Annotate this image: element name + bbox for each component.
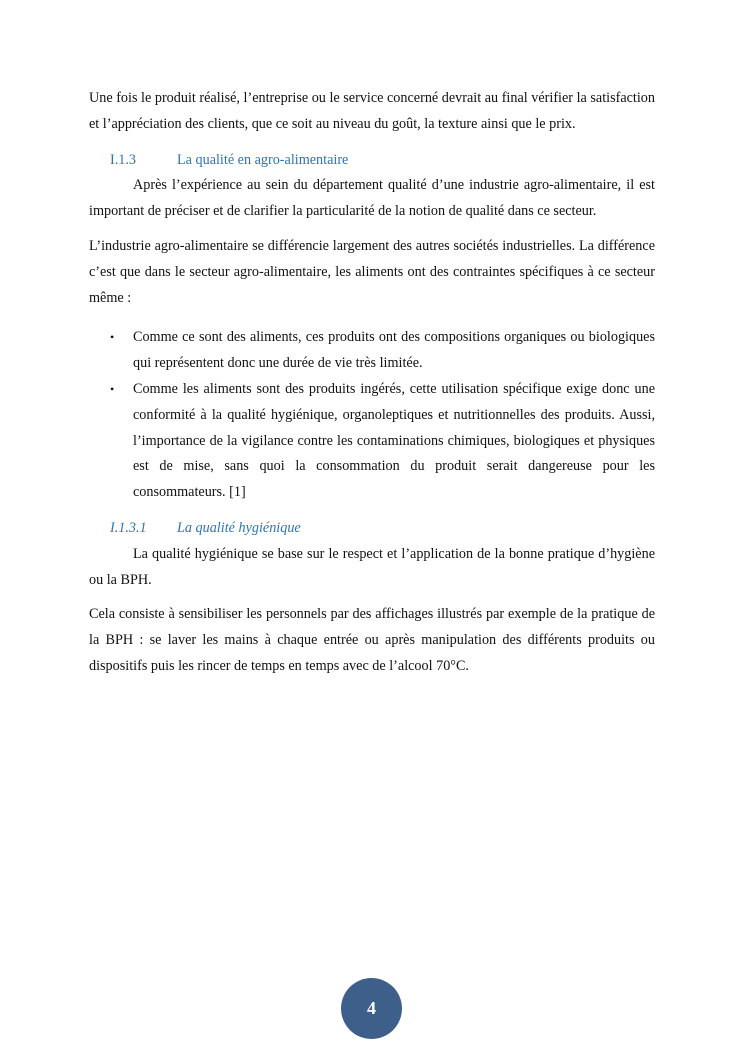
paragraph: Cela consiste à sensibiliser les personnels par des affichages illustrés par exemple de la pratique de la BPH : se laver les mains à chaque entrée ou après manipulation des différents produits ou dispositifs puis les rincer de temps en temps avec de l’alcool 70°C.	[89, 606, 655, 674]
section-heading-1-1-3	[110, 148, 655, 174]
section-title: La qualité hygiénique	[177, 519, 301, 536]
paragraph: L’industrie agro-alimentaire se différencie largement des autres sociétés industrielles. La différence c’est que dans le secteur agro-alimentaire, les aliments ont des contraintes spécifiques à ce secteur même :	[89, 237, 655, 306]
list-item	[89, 325, 655, 377]
paragraph: Après l’expérience au sein du département qualité d’une industrie agro-alimentaire, il est important de préciser et de clarifier la particularité de la notion de qualité dans ce secteur.	[89, 177, 655, 220]
section-number: I.1.3	[110, 151, 137, 168]
intro-paragraph: Une fois le produit réalisé, l’entreprise ou le service concerné devrait au final vérifier la satisfaction et l’appréciation des clients, que ce soit au niveau du goût, la texture ainsi que le prix.	[89, 90, 655, 132]
section-title: La qualité en agro-alimentaire	[177, 151, 349, 168]
paragraph: La qualité hygiénique se base sur le respect et l’application de la bonne pratique d’hygiène ou la BPH.	[89, 545, 655, 588]
section-heading-1-1-3-1	[110, 516, 655, 542]
page-number-badge: 4	[341, 978, 402, 1039]
section-number: I.1.3.1	[110, 519, 147, 536]
list-item	[89, 377, 655, 506]
document-page	[89, 86, 655, 680]
bullet-icon: •	[110, 330, 115, 345]
list-item-text: Comme les aliments sont des produits ingérés, cette utilisation spécifique exige donc une conformité à la qualité hygiénique, organoleptiques et nutritionnelles des produits. Aussi, l’importance de la vigilance contre les contaminations chimiques, biologiques et physiques est de mise, sans quoi la consommation du produit serait dangereuse pour les consommateurs. [1]	[133, 380, 655, 501]
list-item-text: Comme ce sont des aliments, ces produits ont des compositions organiques ou biologiques qui représentent donc une durée de vie très limitée.	[133, 329, 655, 372]
bullet-icon: •	[110, 381, 115, 396]
bullet-list	[89, 325, 655, 506]
